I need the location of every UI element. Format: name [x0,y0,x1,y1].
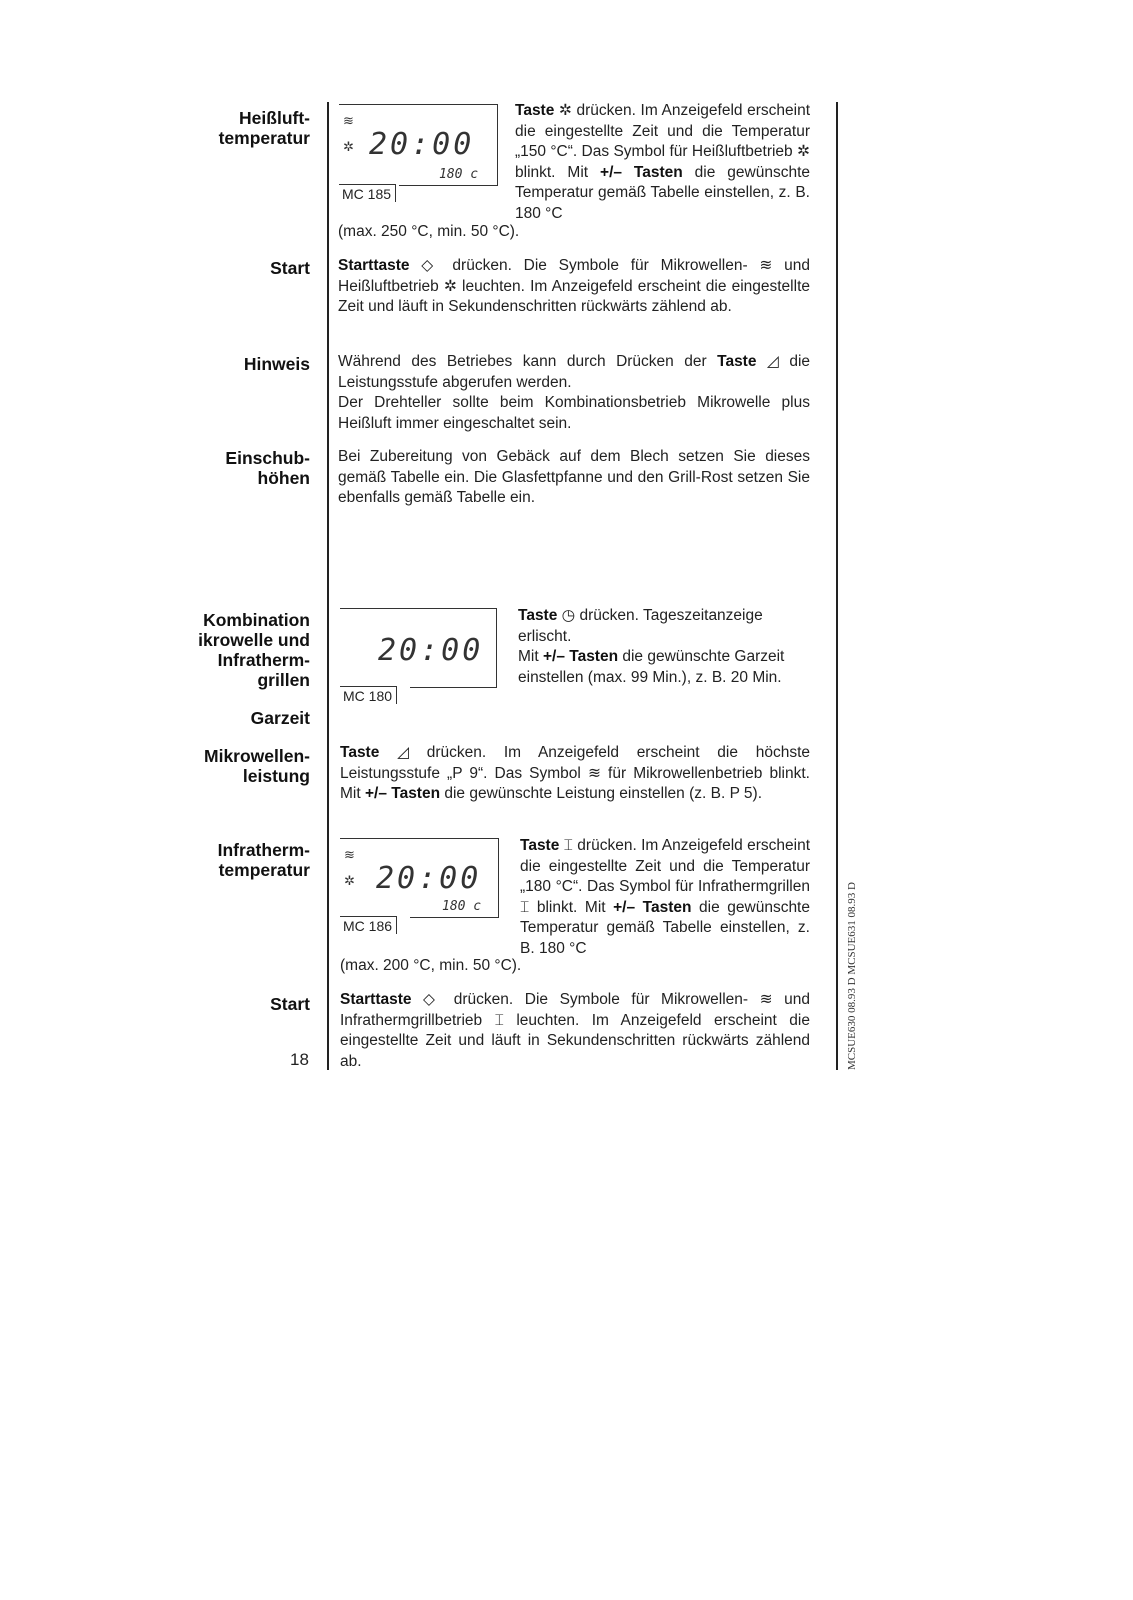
text-hinweis-part-1: Während des Betriebes kann durch Drücken der [338,353,718,370]
text-start-2-bold: Starttaste [340,991,412,1008]
text-infratherm-bold-2: +/– Tasten [613,898,692,916]
label-mikrowellenleistung: Mikrowellen- leistung [204,746,310,786]
display-time: 20:00 [378,633,484,668]
text-garzeit-part-1: ◷ drücken. Tageszeitanzeige erlischt. [518,607,763,645]
text-start-1-bold: Starttaste [338,257,410,274]
text-mikroleistung-part-2: die gewünschte Leistung einstellen (z. B. P 5). [440,785,763,802]
label-garzeit: Garzeit [250,708,310,728]
text-heissluft-limits: (max. 250 °C, min. 50 °C). [338,223,520,240]
display-mc185 [339,104,498,186]
text-infratherm [520,836,810,959]
display-model-label: MC 180 [340,686,397,704]
text-hinweis-para-2: Der Drehteller sollte beim Kombinationsbetrieb Mikrowelle plus Heißluft immer eingeschaltet sein. [338,394,810,432]
text-heissluft [515,101,810,224]
label-einschubhoehen: Einschub- höhen [225,448,310,488]
display-temperature: 180 c [442,899,482,914]
display-model-mc180-box [340,686,410,712]
text-heissluft-bold-1: Taste [515,102,555,119]
document-code-vertical: MCSUE630 08.93 D MCSUE631 08.93 D [846,882,858,1070]
display-time: 20:00 [376,861,482,896]
display-time: 20:00 [369,127,475,162]
text-mikroleistung [340,743,810,805]
infratherm-grill-icon: ✲ [344,873,355,888]
microwave-symbol-icon: ≋ [344,847,355,862]
text-garzeit-bold: Taste [518,607,558,624]
text-start-1-body: ◇ drücken. Die Symbole für Mikrowellen- ≋ und Heißluftbetrieb ✲ leuchten. Im Anzeigefeld erscheint die eingestellte Zeit und läuft in Sekundenschritten rückwärts zählend ab. [338,257,810,315]
text-garzeit [518,606,810,688]
text-heissluft-part-2: die gewünschte Temperatur gemäß Tabelle einstellen, z. B. 180 °C [515,163,810,222]
hot-air-fan-icon: ✲ [343,139,354,154]
text-heissluft-bold-2: +/– Tasten [600,163,683,181]
display-temperature: 180 c [439,167,479,182]
text-mikroleistung-bold: Taste [340,744,380,761]
text-einschub: Bei Zubereitung von Gebäck auf dem Blech setzen Sie dieses gemäß Tabelle ein. Die Glasfettpfanne und den Grill-Rost setzen Sie ebenfalls gemäß Tabelle ein. [338,448,810,506]
text-mikroleistung-part-1: ◿ drücken. Im Anzeigefeld erscheint die höchste Leistungsstufe „P 9“. Das Symbol ≋ für Mikrowellenbetrieb blinkt. Mit [340,744,810,802]
display-mc186 [340,838,499,918]
microwave-symbol-icon: ≋ [343,113,354,128]
text-heissluft-part-1: ✲ drücken. Im Anzeigefeld erscheint die eingestellte Zeit und die Temperatur „150 °C“. Das Symbol für Heißluftbetrieb ✲ blinkt. Mit [515,102,810,181]
text-infratherm-limits: (max. 200 °C, min. 50 °C). [340,957,522,974]
text-garzeit-bold-2: +/– Tasten [542,648,619,665]
label-hinweis: Hinweis [243,354,310,374]
page-number: 18 [290,1050,309,1069]
text-hinweis-bold: Taste [717,353,757,370]
text-mikroleistung-bold-2: +/– Tasten [364,785,441,802]
label-start: Start [270,258,310,278]
text-garzeit-part-2a: Mit [518,648,543,665]
display-model-mc185-box [339,184,399,210]
text-hinweis [338,352,810,434]
label-start-2: Start [270,994,310,1014]
display-mc180 [340,608,497,688]
display-model-mc186-box [340,916,410,942]
text-garzeit-part-2b: die gewünschte Garzeit einstellen (max. 99 Min.), z. B. 20 Min. [518,648,785,686]
label-infratherm-temperatur: Infratherm- temperatur [217,840,310,880]
label-heissluft-temperatur: Heißluft- temperatur [218,108,310,148]
text-start-2 [340,990,810,1072]
text-hinweis-part-2: ◿ die Leistungsstufe abgerufen werden. [338,353,811,391]
text-start-1 [338,256,810,318]
text-start-2-body: ◇ drücken. Die Symbole für Mikrowellen- ≋ und Infrathermgrillbetrieb ⌶ leuchten. Im Anzeigefeld erscheint die eingestellte Zeit und läuft in Sekundenschritten rückwärts zählend ab. [340,991,810,1070]
text-garzeit-para-2 [518,647,810,688]
text-garzeit-para-1 [518,606,810,647]
column-rule-right [836,102,838,1070]
text-infratherm-part-1: ⌶ drücken. Im Anzeigefeld erscheint die eingestellte Zeit und die Temperatur „180 °C“. Das Symbol für Infrathermgrillen ⌶ blinkt. Mit [520,837,810,916]
text-infratherm-bold-1: Taste [520,837,560,854]
text-hinweis-para-1 [338,352,810,393]
text-infratherm-part-2: die gewünschte Temperatur gemäß Tabelle einstellen, z. B. 180 °C [520,898,810,957]
display-model-label: MC 186 [340,916,397,934]
label-kombination: Kombination ikrowelle und Infratherm- grillen [198,610,310,690]
display-model-label: MC 185 [339,184,396,202]
column-rule-left [327,102,329,1070]
